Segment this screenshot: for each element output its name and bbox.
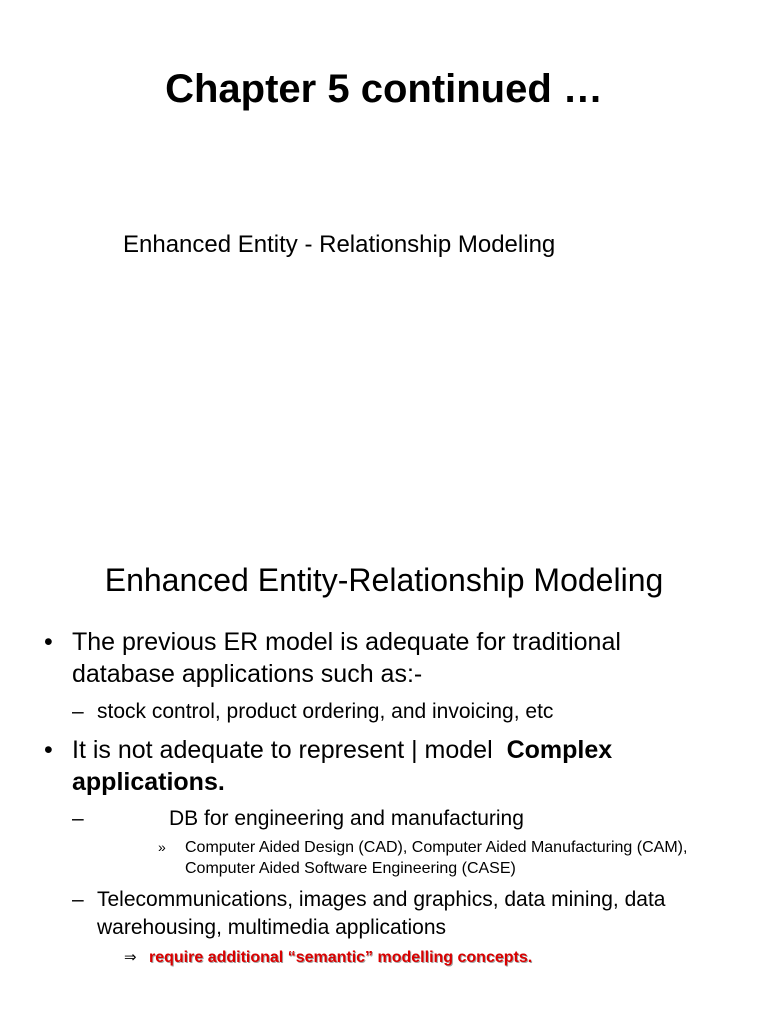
bullet-marker: •	[44, 736, 53, 764]
bullet-item	[44, 734, 724, 798]
slide-1-title: Chapter 5 continued …	[165, 67, 603, 111]
conclusion-item	[124, 948, 684, 968]
dash-marker: –	[72, 700, 84, 723]
sub-bullet-text: DB for engineering and manufacturing	[169, 807, 524, 830]
conclusion-text: require additional “semantic” modelling concepts.	[149, 949, 533, 966]
sub-bullet-item	[72, 886, 732, 942]
sub-sub-bullet-item	[158, 837, 718, 879]
bullet-marker: •	[44, 628, 53, 656]
bullet-text	[72, 734, 724, 798]
sub-sub-bullet-text: Computer Aided Design (CAD), Computer Aided Manufacturing (CAM), Computer Aided Software Engineering (CASE)	[185, 839, 688, 877]
slide-1-subtitle: Enhanced Entity - Relationship Modeling	[123, 231, 556, 258]
guillemet-marker: »	[158, 839, 166, 855]
sub-bullet-item	[72, 805, 732, 833]
sub-bullet-text: Telecommunications, images and graphics, data mining, data warehousing, multimedia applications	[97, 888, 666, 939]
bullet-item	[44, 626, 724, 690]
sub-bullet-item	[72, 698, 732, 726]
arrow-marker: ⇒	[124, 949, 137, 966]
bullet-text: The previous ER model is adequate for traditional database applications such as:-	[72, 628, 621, 688]
sub-bullet-text: stock control, product ordering, and invoicing, etc	[97, 700, 554, 723]
bullet-text-emphasis: Complex applications.	[72, 736, 613, 796]
bullet-text-prefix: It is not adequate to represent | model	[72, 736, 493, 764]
dash-marker: –	[72, 888, 84, 911]
slide-2-title: Enhanced Entity-Relationship Modeling	[104, 562, 664, 598]
dash-marker: –	[72, 807, 84, 830]
